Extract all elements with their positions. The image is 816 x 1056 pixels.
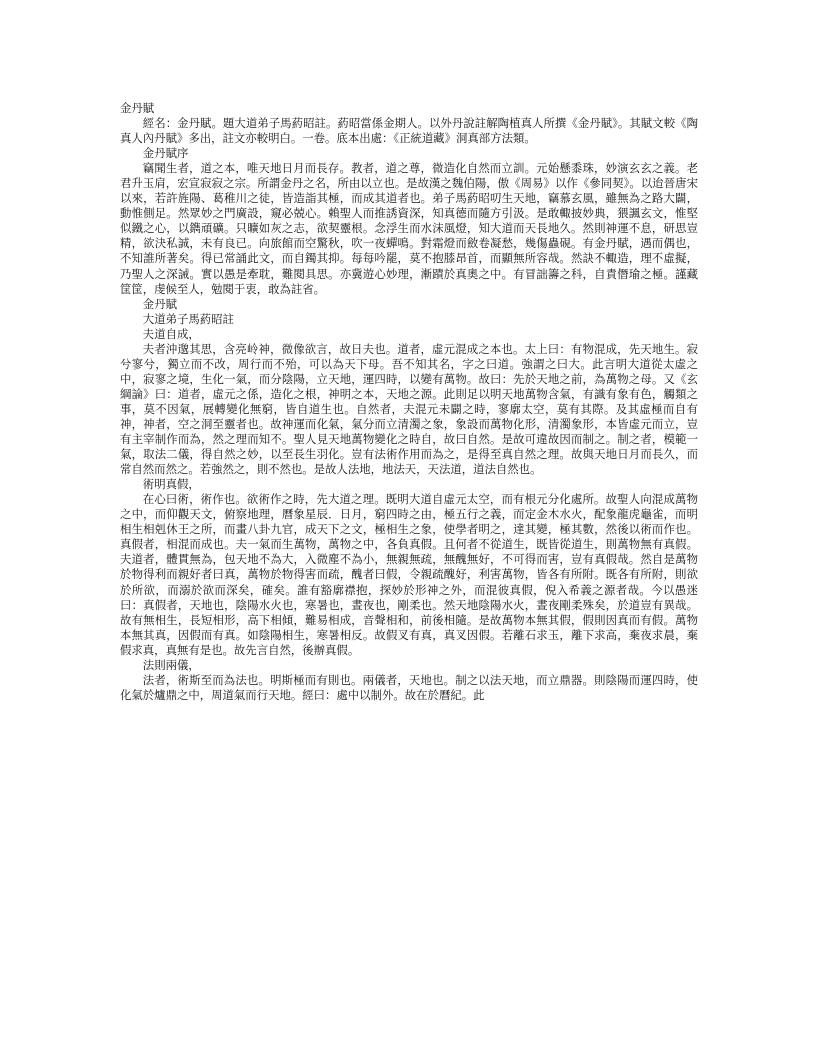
commentary-shuming-zhenjia: 在心曰術，術作也。欲術作之時，先大道之理。既明大道自虛元太空，而有根元分化處所。故聖人向混成萬物之中，而仰觀天文，俯察地理，曆象星辰．日月，窮四時之由，極五行之義，而定金木水火，配象龍虎龜雀，而明相生相剋休王之所，而畫八卦九官，成天下之文，極相生之象，使學者明之，達其變，極其數，然後以術而作也。真假者，相混而成也。夫一氣而生萬物，萬物之中，各負真假。且何者不從道生，既皆從道生，則萬物無有真假。夫道者，體貫無為，包天地不為大，入微塵不為小，無親無疏，無醜無好，不可得而害，豈有真假哉。然自是萬物於物得利而親好者曰真，萬物於物得害而疏，醜者曰假，令親疏醜好，利害萬物，皆各有所附。既各有所附，則欲於所欲，而溺於欲而深矣，確矣。誰有豁廓襟抱，探妙於形神之外，而混彼真假，倪入希義之源者哉。今以愚迷曰：真假者，天地也，陰陽水火也，寒暑也，晝夜也，剛柔也。然天地陰陽水火，晝夜剛柔殊矣，於道豈有異哉。故有無相生，長短相形，高下相傾，難易相成，音聲相和，前後相隨。是故萬物本無其假，假則因真而有假。萬物本無其真，因假而有真。如陰陽相生，寒暑相反。故假叉有真，真叉因假。若離石求玉，離下求高，棄夜求晨，棄假求真，真無有是也。故先言自然，後辦真假。 bbox=[120, 492, 698, 657]
document-body bbox=[120, 101, 698, 703]
doc-title: 金丹賦 bbox=[120, 101, 155, 115]
section-heading-preface: 金丹賦序 bbox=[142, 146, 189, 161]
section-heading-fudao-zicheng: 夫道自成， bbox=[142, 326, 200, 341]
section-heading-attribution: 大道弟子馬葯昭註 bbox=[142, 311, 234, 326]
bibliographic-note: 經名：金丹賦。題大道弟子馬葯昭註。葯昭當係金期人。以外丹說註解陶植真人所撰《金丹賦》。其賦文較《陶真人內丹賦》多出，註文亦較明白。一卷。底本出處：《正統道藏》洞真部方法類。 bbox=[120, 116, 698, 146]
commentary-fudao-zicheng: 夫者沖邈其思，含亮岭神，微像欲言，故日夫也。道者，虛元混成之本也。太上曰：有物混成，先天地生。寂兮寥兮，獨立而不改，周行而不殆，可以為天下母。吾不知其名，字之曰道。強謂之曰大。此言明大道從太虛之中，寂寥之境，生化一氣，而分陰陽，立天地，運四時，以變有萬物。故曰：先於天地之前，為萬物之母。又《玄綱論》曰：道者，虛元之係，造化之根，神明之本，天地之源。此則足以明天地萬物含氣，有識有象有色，觸類之事，莫不因氣，展轉變化無窮，皆自道生也。自然者，夫混元未闢之時，寥廓太空，莫有其際。及其虛極而自有神，神者，空之洞至靈者也。故神運而化氣，氣分而立清濁之象，象設而萬物化形，清濁象形，本皆虛元而立，豈有主宰制作而為，然之理而知不。聖人見天地萬物變化之時自，故曰自然。是故可違故因而制之。制之者，模範一氣，取法二儀，得自然之妙，以至長生羽化。豈有法術作用而為之，是得至真自然之理。故與天地日月而長久，而常自然而然之。若強然之，則不然也。是故人法地，地法天，天法道，道法自然也。 bbox=[120, 341, 698, 477]
section-heading-faze-liangyi: 法則兩儀， bbox=[142, 657, 200, 672]
section-heading-main-title: 金丹賦 bbox=[142, 296, 177, 311]
section-heading-shuming-zhenjia: 術明真假， bbox=[142, 477, 200, 492]
commentary-faze-liangyi: 法者，術斯至而為法也。明斯極而有則也。兩儀者，天地也。制之以法天地，而立鼎器。則陰陽而運四時，使化氣於爐鼎之中，周道氣而行天地。經曰：處中以制外。故在於曆紀。此 bbox=[120, 672, 698, 702]
preface-body: 竊聞生者，道之本，唯天地日月而長存。教者，道之尊，微造化自然而立訓。元始懸黍珠，妙演玄玄之義。老君升玉肩，宏宣寂寂之宗。所謂金丹之名，所由以立也。是故漢之魏伯陽，傲《周易》以作《參同契》。以迨晉唐宋以來，若許旌陽、葛稚川之徒，皆造詣其極，而成其道者也。弟子馬葯昭叨生天地，竊慕玄風，雖無為之路大闢，動惟側足。然眾妙之門廣設，窺必兢心。賴聖人而推誘資深，知真德而隨方引汲。是敢輙披妙典，猥諷玄文，惟堅似鐵之心，以鐫頑礦。只曠如灰之志，欲契靈根。念浮生而水沫風燈，知大道而天長地久。然則神運不息，研思豈精，欲決私誠，未有良已。向旅館而空驚秋，吹一夜蟬鳴。對霜燈而斂卷凝愁，幾傷蟲硯。有金丹賦，遇而偶也，不知誰所著矣。得已常誦此文，而自鐲其抑。每每吟罷，莫不抱膝昂首，而顯無所容哉。然訣不輙造，理不虛擬，乃聖人之深誡。實以愚是牽耽，難閱具思。亦冀遊心妙理，漸蹟於真奧之中。有冒詘籌之科，自責僭瑜之極。謹藏筐筐，虔候至人，勉閱于衷，敢為註省。 bbox=[120, 161, 698, 296]
